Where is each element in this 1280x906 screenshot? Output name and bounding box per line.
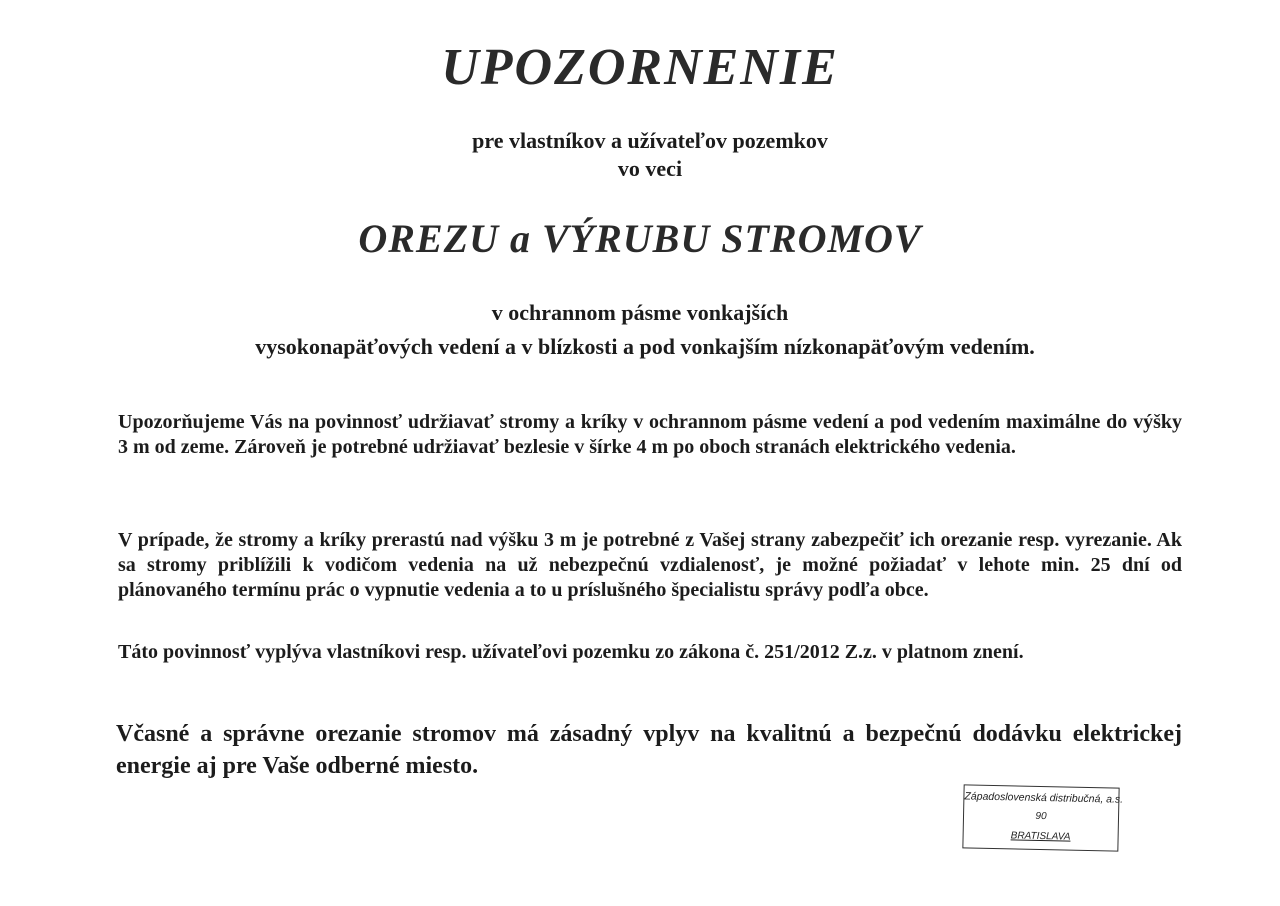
subtitle-line-2: vo veci <box>617 156 683 181</box>
paragraph-obligation: Upozorňujeme Vás na povinnosť udržiavať stromy a kríky v ochrannom pásme vedení a pod vedením maximálne do výšky 3 m od zeme. Zároveň je potrebné udržiavať bezlesie v šírke 4 m po oboch stranách elektrického vedenia. <box>118 411 1182 458</box>
paragraph-legal-basis: Táto povinnosť vyplýva vlastníkovi resp. užívateľovi pozemku zo zákona č. 251/2012 Z.z. v platnom znení. <box>118 641 1024 663</box>
scope-line-2: vysokonapäťových vedení a v blízkosti a pod vonkajším nízkonapäťovým vedením. <box>255 334 1035 359</box>
stamp-city: BRATISLAVA <box>1010 830 1071 843</box>
company-stamp <box>962 784 1124 851</box>
paragraph-procedure: V prípade, že stromy a kríky prerastú nad výšku 3 m je potrebné z Vašej strany zabezpečiť ich orezanie resp. vyrezanie. Ak sa stromy priblížili k vodičom vedenia na už nebezpečnú vzdialenosť, je možné požiadať v lehote min. 25 dní od plánovaného termínu prác o vypnutie vedenia a to u príslušného špecialistu správy podľa obce. <box>118 529 1182 601</box>
subtitle-line-1: pre vlastníkov a užívateľov pozemkov <box>472 128 828 153</box>
stamp-number: 90 <box>1035 810 1047 823</box>
subject-heading: OREZU a VÝRUBU STROMOV <box>358 216 922 261</box>
notice-title: UPOZORNENIE <box>441 39 839 96</box>
scope-line-1: v ochrannom pásme vonkajších <box>491 300 789 325</box>
stamp-company-name: Západoslovenská distribučná, a.s. <box>964 790 1124 806</box>
final-statement: Včasné a správne orezanie stromov má zásadný vplyv na kvalitnú a bezpečnú dodávku elektrickej energie aj pre Vaše odberné miesto. <box>116 721 1182 779</box>
